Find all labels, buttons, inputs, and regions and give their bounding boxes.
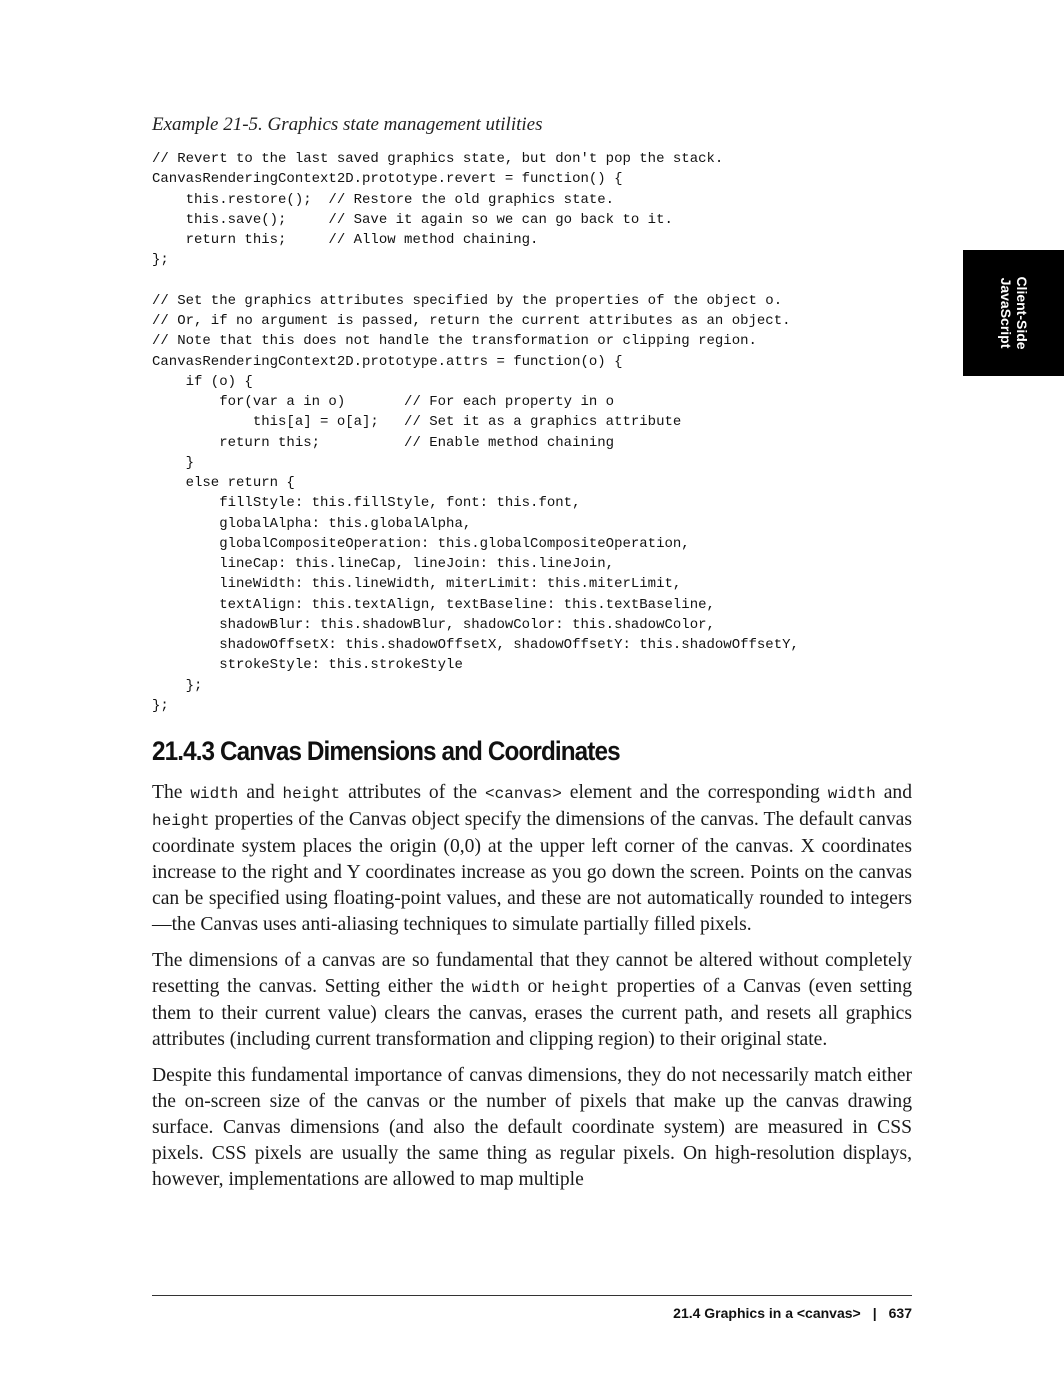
code-line: lineCap: this.lineCap, lineJoin: this.lineJoin, bbox=[152, 556, 615, 572]
text-run: and bbox=[238, 782, 283, 803]
code-line: return this; // Enable method chaining bbox=[152, 434, 615, 451]
inline-code: <canvas> bbox=[485, 785, 562, 803]
text-run: attributes of the bbox=[340, 782, 486, 803]
code-line: for(var a in o) // For each property in o bbox=[152, 394, 615, 410]
code-line: globalAlpha: this.globalAlpha, bbox=[152, 515, 472, 532]
inline-code: width bbox=[471, 979, 520, 997]
section-heading: 21.4.3 Canvas Dimensions and Coordinates bbox=[152, 736, 620, 766]
code-line: shadowBlur: this.shadowBlur, shadowColor: this.shadowColor, bbox=[152, 616, 715, 633]
side-tab-line-2: JavaScript bbox=[997, 277, 1014, 349]
inline-code: width bbox=[827, 785, 876, 803]
footer-separator: | bbox=[872, 1305, 877, 1321]
paragraph bbox=[152, 780, 912, 938]
code-line: }; bbox=[152, 677, 203, 694]
code-line: CanvasRenderingContext2D.prototype.attrs = function(o) { bbox=[152, 353, 623, 370]
code-line: if (o) { bbox=[152, 373, 253, 390]
footer-section: 21.4 Graphics in a <canvas> bbox=[673, 1305, 861, 1321]
code-line bbox=[152, 271, 799, 291]
code-line: // Set the graphics attributes specified by the properties of the object o. bbox=[152, 292, 783, 309]
inline-code: height bbox=[282, 785, 341, 803]
code-line: lineWidth: this.lineWidth, miterLimit: this.miterLimit, bbox=[152, 576, 682, 593]
code-line: // Revert to the last saved graphics state, but don't pop the stack. bbox=[152, 151, 724, 167]
inline-code: height bbox=[152, 812, 210, 830]
code-line: this.restore(); // Restore the old graphics state. bbox=[152, 191, 615, 208]
text-run: and bbox=[875, 782, 912, 803]
code-line: return this; // Allow method chaining. bbox=[152, 232, 539, 248]
text-run: element and the corresponding bbox=[561, 782, 828, 803]
code-line: this[a] = o[a]; // Set it as a graphics attribute bbox=[152, 414, 682, 431]
code-line: }; bbox=[152, 252, 169, 269]
chapter-side-tab bbox=[963, 250, 1064, 376]
side-tab-label bbox=[998, 276, 1030, 349]
code-line: else return { bbox=[152, 475, 295, 491]
inline-code: height bbox=[551, 979, 610, 997]
footer-rule bbox=[152, 1295, 912, 1296]
page-number: 637 bbox=[888, 1305, 912, 1321]
paragraph bbox=[152, 1063, 912, 1193]
text-run: The dimensions of a canvas are so fundamental that they cannot be altered without completely resetting the canvas. Setting either the bbox=[152, 950, 912, 997]
code-line: shadowOffsetX: this.shadowOffsetX, shadowOffsetY: this.shadowOffsetY, bbox=[152, 637, 799, 653]
text-run: or bbox=[519, 976, 552, 997]
text-run: properties of the Canvas object specify the dimensions of the canvas. The default canvas coordinate system places the origin (0,0) at the upper left corner of the canvas. X coordinates increase to the right and Y coordinates increase as you go down the screen. Points on the canvas can be specified using floating-point values, and these are not automatically rounded to integers—the Canvas uses anti-aliasing techniques to simulate partially filled pixels. bbox=[152, 809, 912, 935]
code-line: globalCompositeOperation: this.globalCompositeOperation, bbox=[152, 535, 690, 552]
code-line: this.save(); // Save it again so we can go back to it. bbox=[152, 211, 673, 228]
code-line: textAlign: this.textAlign, textBaseline: this.textBaseline, bbox=[152, 596, 715, 613]
code-listing bbox=[152, 149, 799, 716]
code-line: fillStyle: this.fillStyle, font: this.font, bbox=[152, 495, 581, 512]
paragraph bbox=[152, 948, 912, 1053]
code-line: strokeStyle: this.strokeStyle bbox=[152, 657, 463, 674]
text-run: Despite this fundamental importance of canvas dimensions, they do not necessarily match either the on-screen size of the canvas or the number of pixels that make up the canvas drawing surface. Canvas dimensions (and also the default coordinate system) are measured in CSS pixels. CSS pixels are usually the same thing as regular pixels. On high-resolution displays, however, implementations are allowed to map multiple bbox=[152, 1065, 912, 1190]
code-line: // Note that this does not handle the transformation or clipping region. bbox=[152, 333, 757, 350]
body-text bbox=[152, 780, 912, 1203]
code-line: }; bbox=[152, 697, 169, 714]
text-run: properties of a Canvas (even setting them to their current value) clears the canvas, erases the current path, and resets all graphics attributes (including current transformation and clipping region) to their original state. bbox=[152, 976, 913, 1050]
side-tab-line-1: Client-Side bbox=[1013, 276, 1030, 350]
code-line: } bbox=[152, 454, 195, 471]
code-line: CanvasRenderingContext2D.prototype.revert = function() { bbox=[152, 171, 623, 188]
page-footer bbox=[673, 1305, 912, 1321]
example-caption: Example 21-5. Graphics state management utilities bbox=[152, 114, 543, 135]
text-run: The bbox=[152, 782, 191, 803]
inline-code: width bbox=[190, 785, 239, 803]
code-line: // Or, if no argument is passed, return the current attributes as an object. bbox=[152, 313, 791, 329]
